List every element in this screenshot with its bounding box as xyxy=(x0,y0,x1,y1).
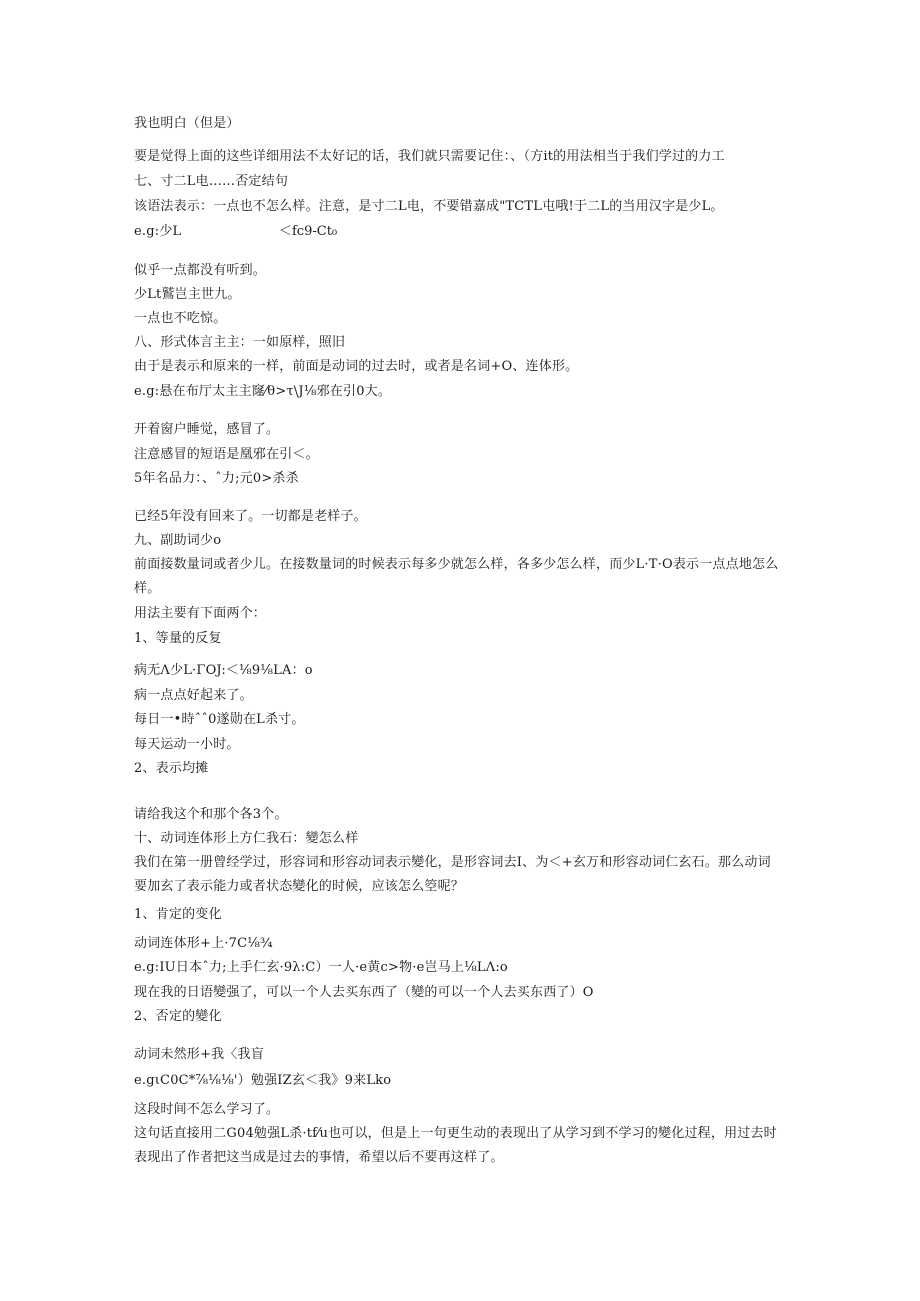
subheading-10-1: 1、肯定的变化 xyxy=(134,907,222,922)
paragraph-final: 这句话直接用二G04勉强L杀·tf⁄u也可以，但是上一句更生动的表现出了从学习到不学习的變化过程，用过去时表现出了作者把这当成是过去的事情，希望以后不要再这样了。 xyxy=(134,1126,777,1165)
line-20: 病无Λ少L·ΓOJ:＜⅛9⅛LA：o xyxy=(134,663,313,678)
line-18: 用法主要有下面两个： xyxy=(134,606,267,621)
heading-7: 七、寸二L电……否定结句 xyxy=(134,174,289,189)
line-2: 要是觉得上面的这些详细用法不太好记的话，我们就只需要记住：、（方it的用法相当于我们学过的力工 xyxy=(134,149,725,164)
line-4: 该语法表示：一点也不怎么样。注意，是寸二L电，不要错嘉成"TCTL屯哦!于二L的当用汉字是少L。 xyxy=(134,199,724,214)
subheading-10-2: 2、否定的變化 xyxy=(134,1009,222,1024)
line-13: 注意感冒的短语是凰邪在引＜。 xyxy=(134,447,319,462)
line-25: 请给我这个和那个各3个。 xyxy=(134,807,288,822)
line-15: 已经5年没有回来了。一切都是老样子。 xyxy=(134,509,367,524)
line-8: 一点也不吃惊。 xyxy=(134,311,227,326)
line-34: e.gιC0C*⅞⅛⅛'）勉强IZ玄＜我》9来Lko xyxy=(134,1073,392,1088)
subheading-9-1: 1、等量的反复 xyxy=(134,631,222,646)
line-1: 我也明白（但是） xyxy=(134,116,240,131)
example-label: e.g:少L xyxy=(134,224,182,239)
line-12: 开着窗户睡觉，感冒了。 xyxy=(134,422,280,437)
subheading-9-2: 2、表示均摊 xyxy=(134,761,209,776)
line-6: 似乎一点都没有听到。 xyxy=(134,263,267,278)
line-7: 少Lt鷲岂主世九。 xyxy=(134,287,241,302)
heading-8: 八、形式体言主主：一如原样，照旧 xyxy=(134,335,346,350)
example-text: ＜fc9-Ct₀ xyxy=(279,224,338,239)
heading-10: 十、动词连体形上方仁我石：變怎么样 xyxy=(134,831,359,846)
line-10: 由于是表示和原来的一样，前面是动词的过去时，或者是名词+O、连体形。 xyxy=(134,359,579,374)
line-31: 现在我的日语變强了，可以一个人去买东西了（變的可以一个人去买东西了）O xyxy=(134,985,594,1000)
paragraph-9: 前面接数量词或者少儿。在接数量词的时候表示每多少就怎么样，各多少怎么样，而少L·T·O表示一点点地怎么样。 xyxy=(134,557,779,596)
paragraph-10: 我们在第一册曾经学过，形容词和形容动词表示變化，是形容词去I、为＜+玄万和形容动词仁玄石。那么动词要加玄了表示能力或者状态變化的时候，应该怎么箜呢？ xyxy=(134,855,771,894)
line-11: e.g:悬在布厅太主主窿⁄θ>τ\J⅛邪在引0大。 xyxy=(134,384,392,399)
line-23: 每天运动一小时。 xyxy=(134,737,240,752)
line-14: 5年名品力：、ˆ力;元0>杀杀 xyxy=(134,471,299,486)
line-33: 动词未然形+我〈我盲 xyxy=(134,1047,264,1062)
line-22: 每日一•時ˆˆ0遂勋在L杀寸。 xyxy=(134,712,305,727)
line-35: 这段时间不怎么学习了。 xyxy=(134,1102,280,1117)
heading-9: 九、副助词少o xyxy=(134,533,222,548)
line-29: 动词连体形+上·7C⅛¾ xyxy=(134,936,273,951)
line-21: 病一点点好起来了。 xyxy=(134,688,253,703)
line-30: e.g:IU日本ˆ力;上手仁玄·9λ:C）一人·e黄c>物·e岂马上⅛LΛ:o xyxy=(134,960,508,975)
